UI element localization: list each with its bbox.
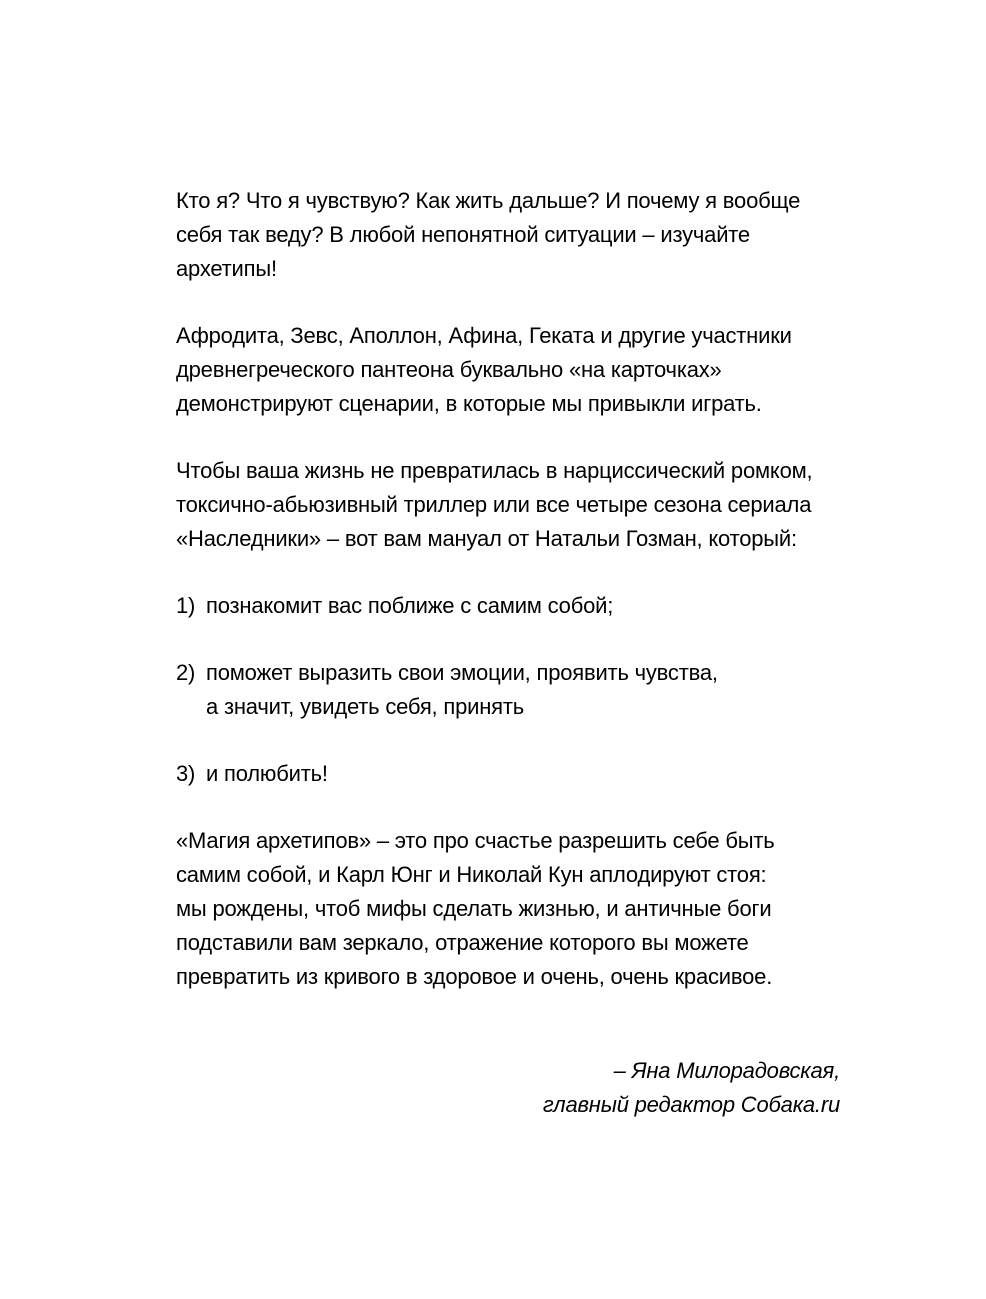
text-line: архетипы! [176, 256, 277, 281]
closing-paragraph [176, 824, 844, 994]
text-line: и полюбить! [206, 761, 328, 786]
list-item-text [206, 757, 844, 791]
intro-paragraph-3 [176, 454, 844, 556]
intro-paragraph-2 [176, 319, 844, 421]
signature-title-line: главный редактор Собака.ru [542, 1092, 840, 1117]
text-line: мы рождены, чтоб мифы сделать жизнью, и античные боги [176, 896, 772, 921]
numbered-list-item-2 [176, 656, 844, 724]
text-line: «Магия архетипов» – это про счастье разрешить себе быть [176, 828, 775, 853]
list-marker: 3) [176, 761, 196, 786]
list-marker: 2) [176, 660, 196, 685]
text-line: Афродита, Зевс, Аполлон, Афина, Геката и другие участники [176, 323, 792, 348]
author-signature [176, 1054, 844, 1122]
text-line: Чтобы ваша жизнь не превратилась в нарциссический ромком, [176, 458, 813, 483]
text-line: древнегреческого пантеона буквально «на карточках» [176, 357, 722, 382]
intro-paragraph-1 [176, 184, 844, 286]
text-line: самим собой, и Карл Юнг и Николай Кун аплодируют стоя: [176, 862, 767, 887]
signature-name-line: – Яна Милорадовская, [613, 1058, 840, 1083]
text-line: а значит, увидеть себя, принять [206, 694, 524, 719]
list-marker: 1) [176, 593, 196, 618]
text-line: подставили вам зеркало, отражение которого вы можете [176, 930, 749, 955]
text-line: превратить из кривого в здоровое и очень, очень красивое. [176, 964, 773, 989]
text-line: демонстрируют сценарии, в которые мы привыкли играть. [176, 391, 762, 416]
text-line: поможет выразить свои эмоции, проявить чувства, [206, 660, 718, 685]
list-item-text [206, 589, 844, 623]
text-line: «Наследники» – вот вам мануал от Натальи Гозман, который: [176, 526, 797, 551]
page-text-block [176, 184, 844, 1122]
numbered-list-item-3 [176, 757, 844, 791]
text-line: Кто я? Что я чувствую? Как жить дальше? И почему я вообще [176, 188, 801, 213]
text-line: себя так веду? В любой непонятной ситуации – изучайте [176, 222, 750, 247]
text-line: познакомит вас поближе с самим собой; [206, 593, 614, 618]
list-item-text [206, 656, 844, 724]
numbered-list-item-1 [176, 589, 844, 623]
text-line: токсично-абьюзивный триллер или все четыре сезона сериала [176, 492, 812, 517]
